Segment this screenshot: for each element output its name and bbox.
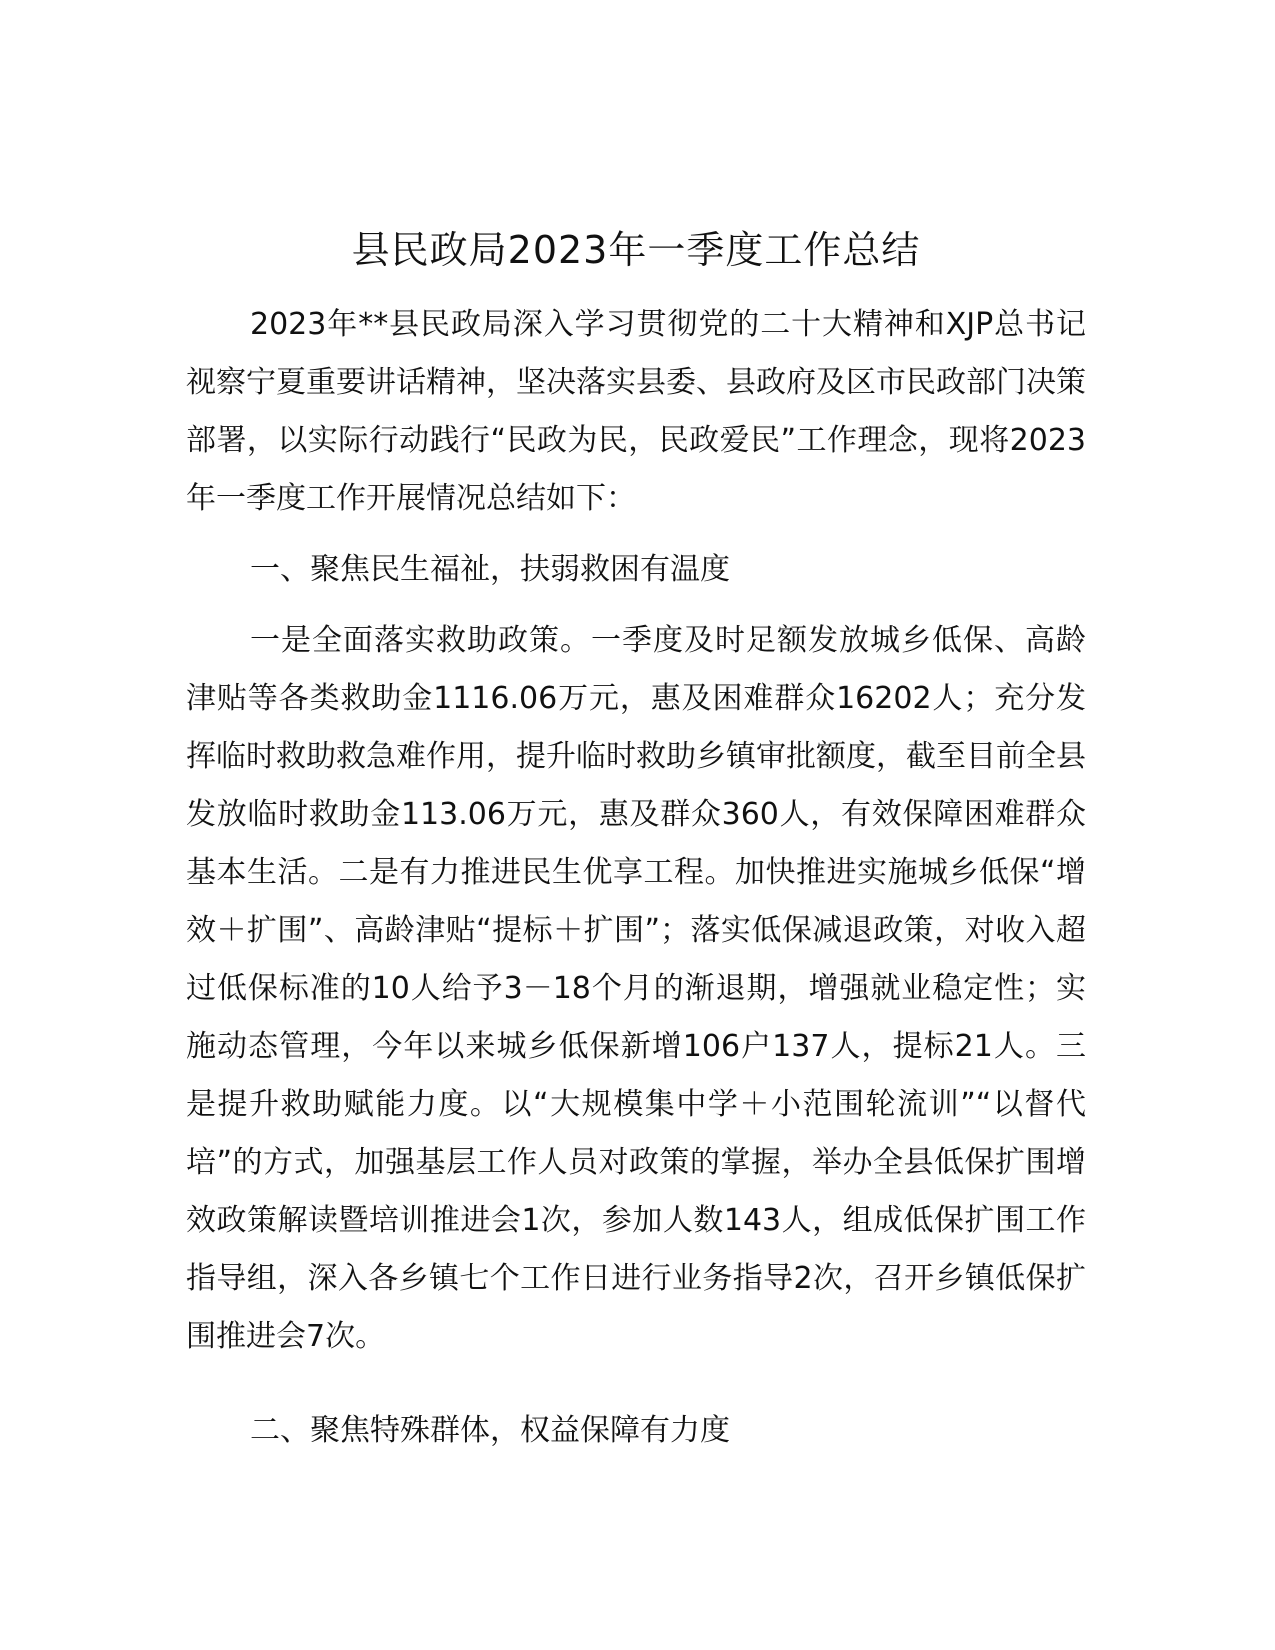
document-title: 县民政局2023年一季度工作总结	[351, 228, 921, 272]
section-1-heading: 一、聚焦民生福祉，扶弱救困有温度	[250, 552, 730, 587]
section-1-paragraph: 一是全面落实救助政策。一季度及时足额发放城乡低保、高龄津贴等各类救助金1116.06万元，惠及困难群众16202人；充分发挥临时救助救急难作用，提升临时救助乡镇审批额度，截至目前全县发放临时救助金113.06万元，惠及群众360人，有效保障困难群众基本生活。二是有力推进民生优享工程。加快推进实施城乡低保“增效＋扩围”、高龄津贴“提标＋扩围”；落实低保减退政策，对收入超过低保标准的10人给予3－18个月的渐退期，增强就业稳定性；实施动态管理，今年以来城乡低保新增106户137人，提标21人。三是提升救助赋能力度。以“大规模集中学＋小范围轮流训”“以督代培”的方式，加强基层工作人员对政策的掌握，举办全县低保扩围增效政策解读暨培训推进会1次，参加人数143人，组成低保扩围工作指导组，深入各乡镇七个工作日进行业务指导2次，召开乡镇低保扩围推进会7次。	[186, 623, 1086, 1354]
section-2-heading: 二、聚焦特殊群体，权益保障有力度	[250, 1413, 730, 1448]
document-body	[186, 296, 1086, 1473]
intro-paragraph: 2023年**县民政局深入学习贯彻党的二十大精神和XJP总书记视察宁夏重要讲话精神，坚决落实县委、县政府及区市民政部门决策部署，以实际行动践行“民政为民，民政爱民”工作理念，现将2023年一季度工作开展情况总结如下：	[186, 307, 1086, 516]
